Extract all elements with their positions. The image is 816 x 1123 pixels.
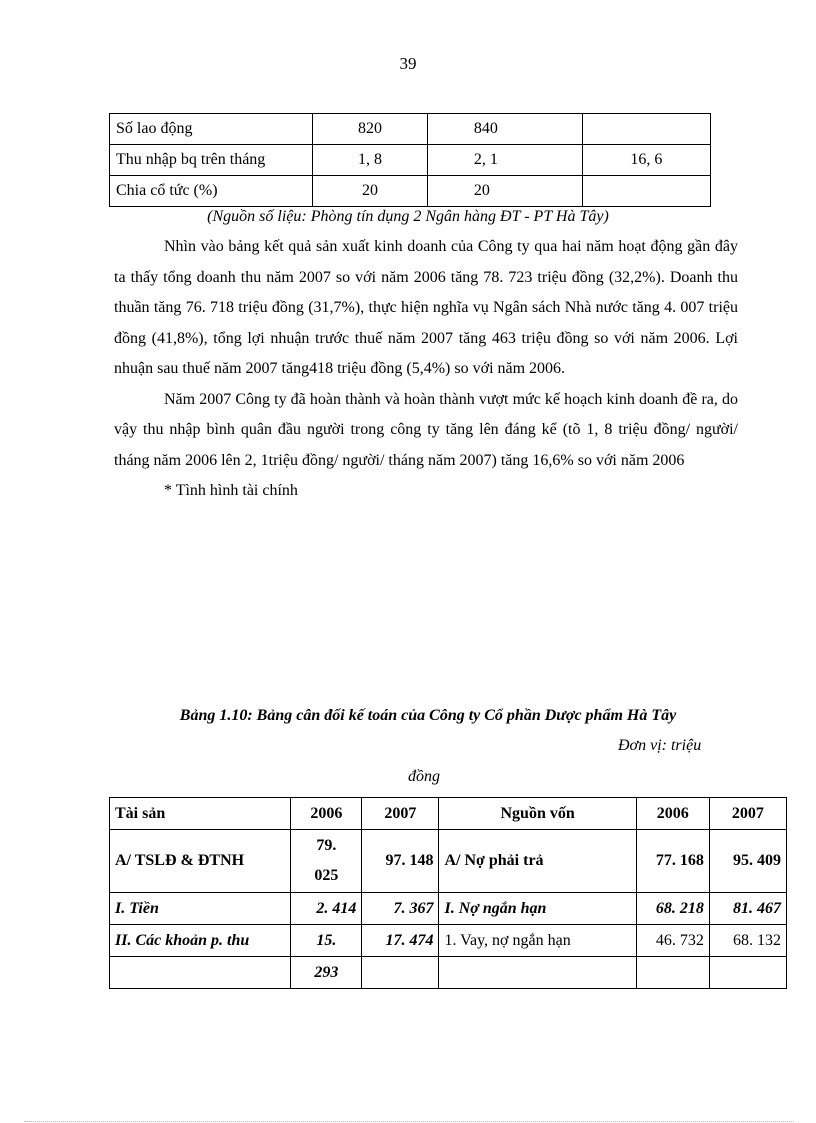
table-cell: 16, 6	[582, 145, 710, 176]
table-cell: Chia cổ tức (%)	[110, 176, 313, 207]
unit-label: Đơn vị: triệu	[618, 737, 702, 754]
table-cell: 81. 467	[709, 893, 786, 925]
table-cell: Thu nhập bq trên tháng	[110, 145, 313, 176]
page-number: 39	[399, 54, 417, 73]
table-cell: 68. 218	[636, 893, 709, 925]
table-cell: I. Tiền	[110, 893, 291, 925]
table-row	[110, 176, 711, 207]
table-cell: 97. 148	[362, 830, 439, 893]
table-cell: I. Nợ ngắn hạn	[439, 893, 636, 925]
balance-sheet-table	[109, 797, 787, 989]
table-row	[110, 925, 787, 957]
table-cell	[362, 957, 439, 989]
table-cell: 7. 367	[362, 893, 439, 925]
table-cell: 68. 132	[709, 925, 786, 957]
paragraph: Năm 2007 Công ty đã hoàn thành và hoàn thành vượt mức kế hoạch kinh doanh đề ra, do vậy thu nhập bình quân đầu người trong công ty tăng lên đáng kể (tõ 1, 8 triệu đồng/ người/ tháng năm 2006 lên 2, 1triệu đồng/ người/ tháng năm 2007) tăng 16,6% so với năm 2006	[114, 390, 738, 469]
table-cell: 2, 1	[427, 145, 582, 176]
table-cell: 1. Vay, nợ ngắn hạn	[439, 925, 636, 957]
cell-line: 79.	[316, 837, 337, 854]
table-cell: Số lao động	[110, 114, 313, 145]
cell-line: 025	[314, 867, 339, 884]
table-cell	[582, 176, 710, 207]
table-cell	[291, 830, 362, 893]
table-cell: 20	[427, 176, 582, 207]
table-cell: 840	[427, 114, 582, 145]
table-cell: 293	[291, 957, 362, 989]
table-cell: 95. 409	[709, 830, 786, 893]
table-cell: 820	[313, 114, 428, 145]
table-row	[110, 145, 711, 176]
table-cell: 1, 8	[313, 145, 428, 176]
page-footer-divider	[24, 1121, 794, 1122]
table-cell: A/ TSLĐ & ĐTNH	[110, 830, 291, 893]
labor-income-table	[109, 113, 711, 207]
header-cell: 2007	[362, 798, 439, 830]
source-note: (Nguồn số liệu: Phòng tín dụng 2 Ngân hàng ĐT - PT Hà Tây)	[207, 208, 609, 225]
table-cell	[636, 957, 709, 989]
table-row	[110, 114, 711, 145]
header-cell: Nguồn vốn	[439, 798, 636, 830]
header-cell: 2007	[709, 798, 786, 830]
table-row	[110, 957, 787, 989]
section-heading: * Tình hình tài chính	[164, 482, 298, 499]
table-cell: 15.	[291, 925, 362, 957]
header-cell: 2006	[291, 798, 362, 830]
table-cell	[709, 957, 786, 989]
body-text	[114, 232, 738, 507]
table-cell: A/ Nợ phải trả	[439, 830, 636, 893]
table-caption: Bảng 1.10: Bảng cân đối kế toán của Công ty Cổ phần Dược phẩm Hà Tây	[179, 707, 677, 724]
paragraph: Nhìn vào bảng kết quả sản xuất kinh doanh của Công ty qua hai năm hoạt động gần đây ta thấy tổng doanh thu năm 2007 so với năm 2006 tăng 78. 723 triệu đồng (32,2%). Doanh thu thuần tăng 76. 718 triệu đồng (31,7%), thực hiện nghĩa vụ Ngân sách Nhà nước tăng 4. 007 triệu đồng (41,8%), tổng lợi nhuận trước thuế năm 2007 tăng 463 triệu đồng so với năm 2006. Lợi nhuận sau thuế năm 2007 tăng418 triệu đồng (5,4%) so với năm 2006.	[114, 238, 738, 377]
table-cell: 46. 732	[636, 925, 709, 957]
table-cell: II. Các khoản p. thu	[110, 925, 291, 957]
header-cell: 2006	[636, 798, 709, 830]
table-row	[110, 830, 787, 893]
table-cell: 17. 474	[362, 925, 439, 957]
header-cell: Tài sản	[110, 798, 291, 830]
table-cell: 20	[313, 176, 428, 207]
table-cell	[582, 114, 710, 145]
unit-label-continued: đồng	[408, 768, 440, 785]
table-header-row	[110, 798, 787, 830]
table-cell: 2. 414	[291, 893, 362, 925]
table-cell	[439, 957, 636, 989]
table-cell	[110, 957, 291, 989]
table-cell: 77. 168	[636, 830, 709, 893]
table-row	[110, 893, 787, 925]
